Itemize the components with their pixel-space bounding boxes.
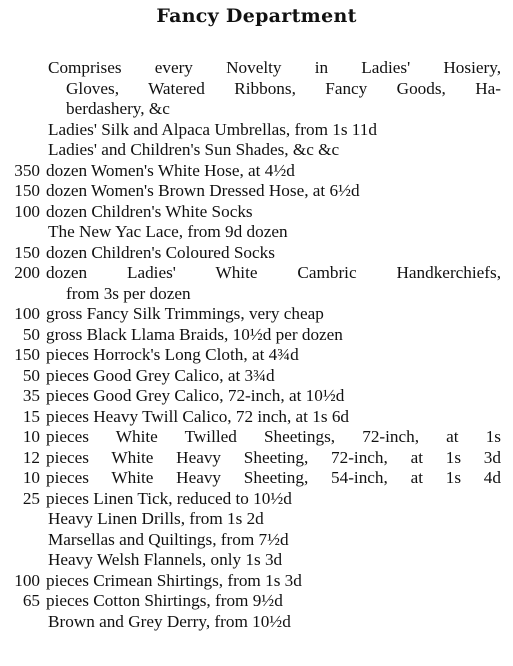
line-text: Heavy Linen Drills, from 1s 2d <box>48 509 264 528</box>
quantity: 150 <box>14 345 40 364</box>
list-line <box>0 304 513 325</box>
line-text: Marsellas and Quiltings, from 7½d <box>48 529 289 549</box>
quantity: 10 <box>22 468 40 487</box>
list-line <box>0 345 513 366</box>
list-line <box>0 427 513 448</box>
list-line <box>0 571 513 592</box>
line-text: pieces White Heavy Sheeting, 72-inch, at 1s 3d <box>46 447 501 467</box>
line-text: Brown and Grey Derry, from 10½d <box>48 611 291 631</box>
list-line <box>0 612 513 633</box>
list-line <box>0 468 513 489</box>
quantity: 50 <box>22 324 40 344</box>
quantity: 65 <box>22 591 40 610</box>
list-line <box>0 591 513 612</box>
line-text: Ladies' Silk and Alpaca Umbrellas, from 1s 11d <box>48 119 377 139</box>
line-text: The New Yac Lace, from 9d dozen <box>48 222 288 241</box>
line-text: Gloves, Watered Ribbons, Fancy Goods, Ha- <box>66 78 501 98</box>
quantity: 150 <box>14 242 40 262</box>
line-text: gross Fancy Silk Trimmings, very cheap <box>46 304 324 323</box>
list-line <box>0 79 513 100</box>
line-text: Heavy Welsh Flannels, only 1s 3d <box>48 550 283 569</box>
quantity: 10 <box>22 427 40 446</box>
list-line <box>0 243 513 264</box>
line-text: pieces Horrock's Long Cloth, at 4¾d <box>46 345 299 364</box>
quantity: 200 <box>14 263 40 282</box>
list-line <box>0 386 513 407</box>
list-line <box>0 222 513 243</box>
line-text: Comprises every Novelty in Ladies' Hosiery, <box>48 58 501 77</box>
quantity: 100 <box>14 304 40 323</box>
line-text: dozen Women's Brown Dressed Hose, at 6½d <box>46 181 360 200</box>
list-line <box>0 366 513 387</box>
line-text: pieces White Twilled Sheetings, 72-inch, at 1s <box>46 427 501 446</box>
list-line <box>0 161 513 182</box>
list-line <box>0 263 513 284</box>
quantity: 150 <box>14 181 40 200</box>
list-line <box>0 530 513 551</box>
quantity: 50 <box>22 365 40 385</box>
line-text: pieces Crimean Shirtings, from 1s 3d <box>46 570 302 590</box>
line-text: berdashery, &c <box>66 99 170 118</box>
list-line <box>0 407 513 428</box>
line-text: dozen Ladies' White Cambric Handkerchiefs, <box>46 263 501 282</box>
list-line <box>0 58 513 79</box>
line-text: gross Black Llama Braids, 10½d per dozen <box>46 324 343 344</box>
quantity: 350 <box>14 160 40 180</box>
price-list <box>0 58 513 632</box>
line-text: pieces Heavy Twill Calico, 72 inch, at 1s 6d <box>46 406 350 426</box>
line-text: dozen Children's White Socks <box>46 201 253 221</box>
line-text: pieces White Heavy Sheeting, 54-inch, at 1s 4d <box>46 468 501 487</box>
quantity: 12 <box>22 447 40 467</box>
list-line <box>0 448 513 469</box>
list-line <box>0 99 513 120</box>
list-line <box>0 120 513 141</box>
list-line <box>0 509 513 530</box>
line-text: pieces Good Grey Calico, 72-inch, at 10½d <box>46 386 345 405</box>
quantity: 35 <box>22 386 40 405</box>
quantity: 15 <box>22 406 40 426</box>
list-line <box>0 140 513 161</box>
line-text: from 3s per dozen <box>66 283 191 303</box>
line-text: pieces Cotton Shirtings, from 9½d <box>46 591 283 610</box>
quantity: 100 <box>14 570 40 590</box>
line-text: dozen Women's White Hose, at 4½d <box>46 160 295 180</box>
quantity: 25 <box>22 488 40 508</box>
quantity: 100 <box>14 201 40 221</box>
list-line <box>0 550 513 571</box>
list-line <box>0 325 513 346</box>
line-text: dozen Children's Coloured Socks <box>46 242 275 262</box>
line-text: pieces Good Grey Calico, at 3¾d <box>46 365 275 385</box>
list-line <box>0 181 513 202</box>
line-text: Ladies' and Children's Sun Shades, &c &c <box>48 140 340 159</box>
list-line <box>0 284 513 305</box>
list-line <box>0 489 513 510</box>
line-text: pieces Linen Tick, reduced to 10½d <box>46 488 292 508</box>
section-heading: Fancy Department <box>156 5 357 27</box>
list-line <box>0 202 513 223</box>
